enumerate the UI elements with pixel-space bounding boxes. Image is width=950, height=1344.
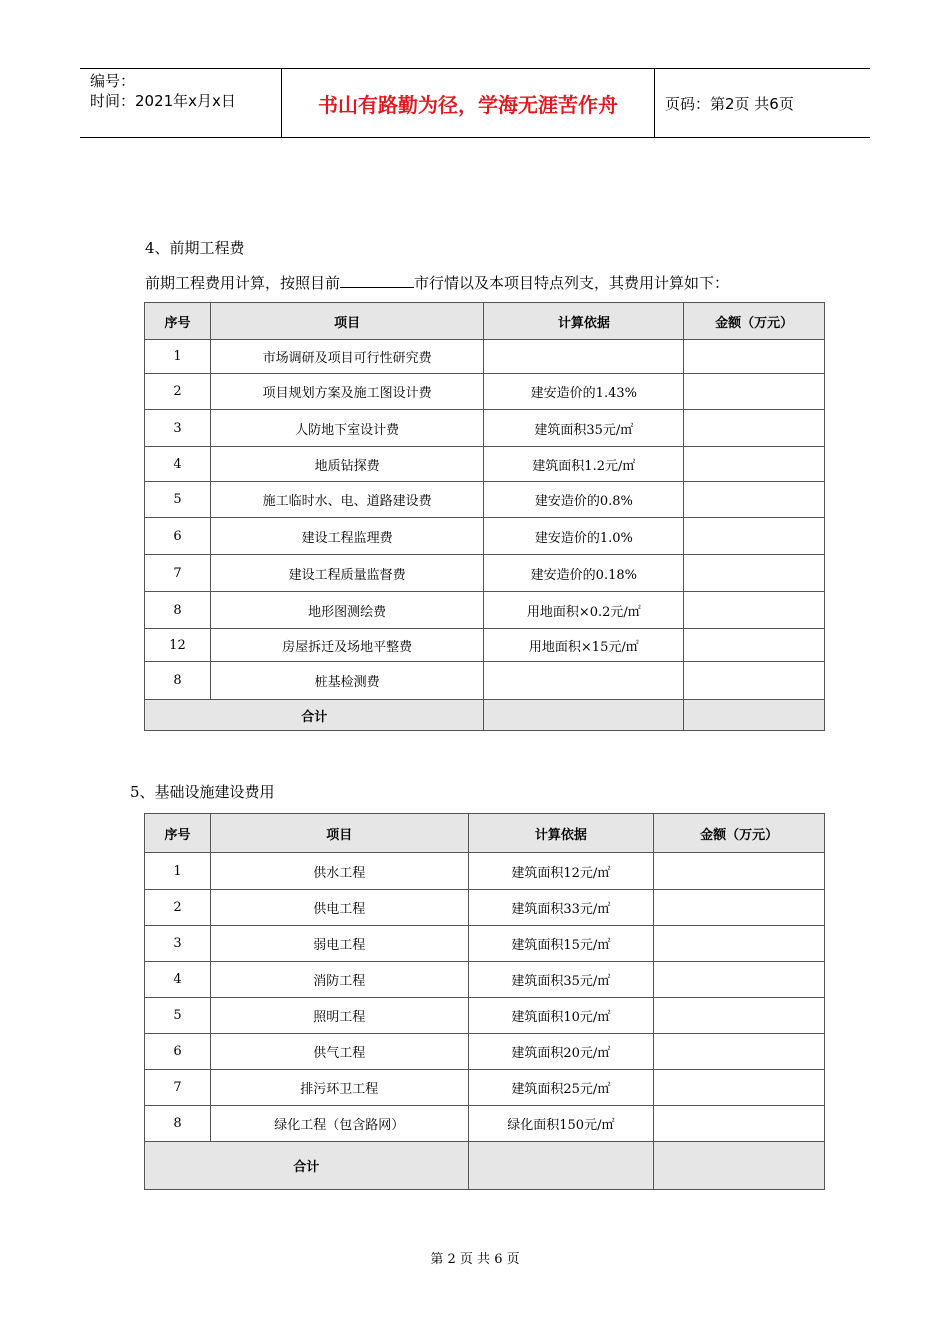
row-item: 人防地下室设计费 xyxy=(210,410,484,447)
total-basis xyxy=(484,700,684,731)
table-row xyxy=(145,926,825,962)
row-amount xyxy=(684,518,825,555)
row-amount xyxy=(684,482,825,518)
table-row xyxy=(145,1106,825,1142)
row-basis: 建筑面积12元/㎡ xyxy=(468,853,654,890)
preliminary-cost-table xyxy=(144,302,825,731)
row-basis xyxy=(484,340,684,374)
row-item: 供电工程 xyxy=(210,890,468,926)
col-header-amount: 金额（万元） xyxy=(654,814,825,853)
row-no: 7 xyxy=(145,555,211,592)
table-header-row xyxy=(145,303,825,340)
row-basis: 建筑面积35元/㎡ xyxy=(468,962,654,998)
row-basis: 建筑面积25元/㎡ xyxy=(468,1070,654,1106)
col-header-basis: 计算依据 xyxy=(484,303,684,340)
table-header-row xyxy=(145,814,825,853)
row-amount xyxy=(684,447,825,482)
table-row xyxy=(145,890,825,926)
section-4-intro xyxy=(145,272,729,293)
table-row xyxy=(145,447,825,482)
col-header-amount: 金额（万元） xyxy=(684,303,825,340)
row-no: 4 xyxy=(145,447,211,482)
header-motto: 书山有路勤为径，学海无涯苦作舟 xyxy=(282,69,655,137)
row-basis: 用地面积×0.2元/㎡ xyxy=(484,592,684,629)
row-item: 桩基检测费 xyxy=(210,662,484,700)
table-row xyxy=(145,482,825,518)
intro-text-before: 前期工程费用计算，按照目前 xyxy=(145,274,341,292)
col-header-basis: 计算依据 xyxy=(468,814,654,853)
row-no: 5 xyxy=(145,998,211,1034)
row-amount xyxy=(654,890,825,926)
row-amount xyxy=(654,998,825,1034)
row-item: 地形图测绘费 xyxy=(210,592,484,629)
row-no: 3 xyxy=(145,410,211,447)
document-number: 编号： xyxy=(90,72,136,90)
page-header xyxy=(80,68,870,138)
row-amount xyxy=(654,926,825,962)
table-row xyxy=(145,1070,825,1106)
table-row xyxy=(145,374,825,410)
row-item: 消防工程 xyxy=(210,962,468,998)
document-date: 时间：2021年x月x日 xyxy=(90,92,236,110)
section-4-title: 4、前期工程费 xyxy=(145,239,245,257)
row-no: 12 xyxy=(145,629,211,662)
total-basis xyxy=(468,1142,654,1190)
page-footer: 第 2 页 共 6 页 xyxy=(430,1252,520,1267)
row-basis: 建筑面积20元/㎡ xyxy=(468,1034,654,1070)
row-amount xyxy=(654,1034,825,1070)
row-no: 8 xyxy=(145,662,211,700)
row-amount xyxy=(684,374,825,410)
table-row xyxy=(145,962,825,998)
table-row xyxy=(145,340,825,374)
header-page-info: 页码：第2页 共6页 xyxy=(665,94,794,113)
row-amount xyxy=(684,555,825,592)
row-item: 照明工程 xyxy=(210,998,468,1034)
row-item: 排污环卫工程 xyxy=(210,1070,468,1106)
table-row xyxy=(145,518,825,555)
table-row xyxy=(145,998,825,1034)
row-no: 2 xyxy=(145,890,211,926)
table-row xyxy=(145,410,825,447)
row-no: 8 xyxy=(145,1106,211,1142)
row-basis: 建筑面积15元/㎡ xyxy=(468,926,654,962)
row-no: 4 xyxy=(145,962,211,998)
row-item: 供水工程 xyxy=(210,853,468,890)
row-no: 7 xyxy=(145,1070,211,1106)
row-basis: 建安造价的0.8% xyxy=(484,482,684,518)
row-basis: 建安造价的1.43% xyxy=(484,374,684,410)
row-item: 弱电工程 xyxy=(210,926,468,962)
row-no: 1 xyxy=(145,853,211,890)
table-row xyxy=(145,662,825,700)
row-no: 8 xyxy=(145,592,211,629)
row-basis: 用地面积×15元/㎡ xyxy=(484,629,684,662)
row-item: 供气工程 xyxy=(210,1034,468,1070)
header-meta xyxy=(80,69,282,137)
total-label: 合计 xyxy=(145,700,484,731)
row-no: 2 xyxy=(145,374,211,410)
row-amount xyxy=(654,1106,825,1142)
total-amount xyxy=(684,700,825,731)
row-amount xyxy=(684,340,825,374)
row-basis: 建筑面积10元/㎡ xyxy=(468,998,654,1034)
table-row xyxy=(145,1034,825,1070)
col-header-no: 序号 xyxy=(145,303,211,340)
total-row xyxy=(145,1142,825,1190)
row-item: 市场调研及项目可行性研究费 xyxy=(210,340,484,374)
fill-in-blank xyxy=(340,273,414,288)
row-item: 建设工程监理费 xyxy=(210,518,484,555)
row-no: 5 xyxy=(145,482,211,518)
table-row xyxy=(145,853,825,890)
row-amount xyxy=(684,629,825,662)
row-amount xyxy=(654,962,825,998)
row-no: 1 xyxy=(145,340,211,374)
table-row xyxy=(145,555,825,592)
row-amount xyxy=(684,592,825,629)
row-amount xyxy=(684,410,825,447)
col-header-no: 序号 xyxy=(145,814,211,853)
total-label: 合计 xyxy=(145,1142,469,1190)
total-row xyxy=(145,700,825,731)
row-no: 6 xyxy=(145,1034,211,1070)
table-row xyxy=(145,592,825,629)
row-basis: 建筑面积35元/㎡ xyxy=(484,410,684,447)
row-amount xyxy=(654,853,825,890)
row-basis: 建安造价的1.0% xyxy=(484,518,684,555)
total-amount xyxy=(654,1142,825,1190)
row-no: 6 xyxy=(145,518,211,555)
section-5-title: 5、基础设施建设费用 xyxy=(130,783,275,801)
row-item: 施工临时水、电、道路建设费 xyxy=(210,482,484,518)
row-amount xyxy=(654,1070,825,1106)
table-row xyxy=(145,629,825,662)
row-amount xyxy=(684,662,825,700)
infrastructure-cost-table xyxy=(144,813,825,1190)
row-item: 绿化工程（包含路网） xyxy=(210,1106,468,1142)
row-item: 地质钻探费 xyxy=(210,447,484,482)
row-basis: 建安造价的0.18% xyxy=(484,555,684,592)
row-item: 房屋拆迁及场地平整费 xyxy=(210,629,484,662)
row-basis xyxy=(484,662,684,700)
col-header-item: 项目 xyxy=(210,814,468,853)
row-basis: 绿化面积150元/㎡ xyxy=(468,1106,654,1142)
row-basis: 建筑面积1.2元/㎡ xyxy=(484,447,684,482)
row-no: 3 xyxy=(145,926,211,962)
row-item: 建设工程质量监督费 xyxy=(210,555,484,592)
intro-text-after: 市行情以及本项目特点列支，其费用计算如下： xyxy=(414,274,730,292)
row-basis: 建筑面积33元/㎡ xyxy=(468,890,654,926)
row-item: 项目规划方案及施工图设计费 xyxy=(210,374,484,410)
col-header-item: 项目 xyxy=(210,303,484,340)
